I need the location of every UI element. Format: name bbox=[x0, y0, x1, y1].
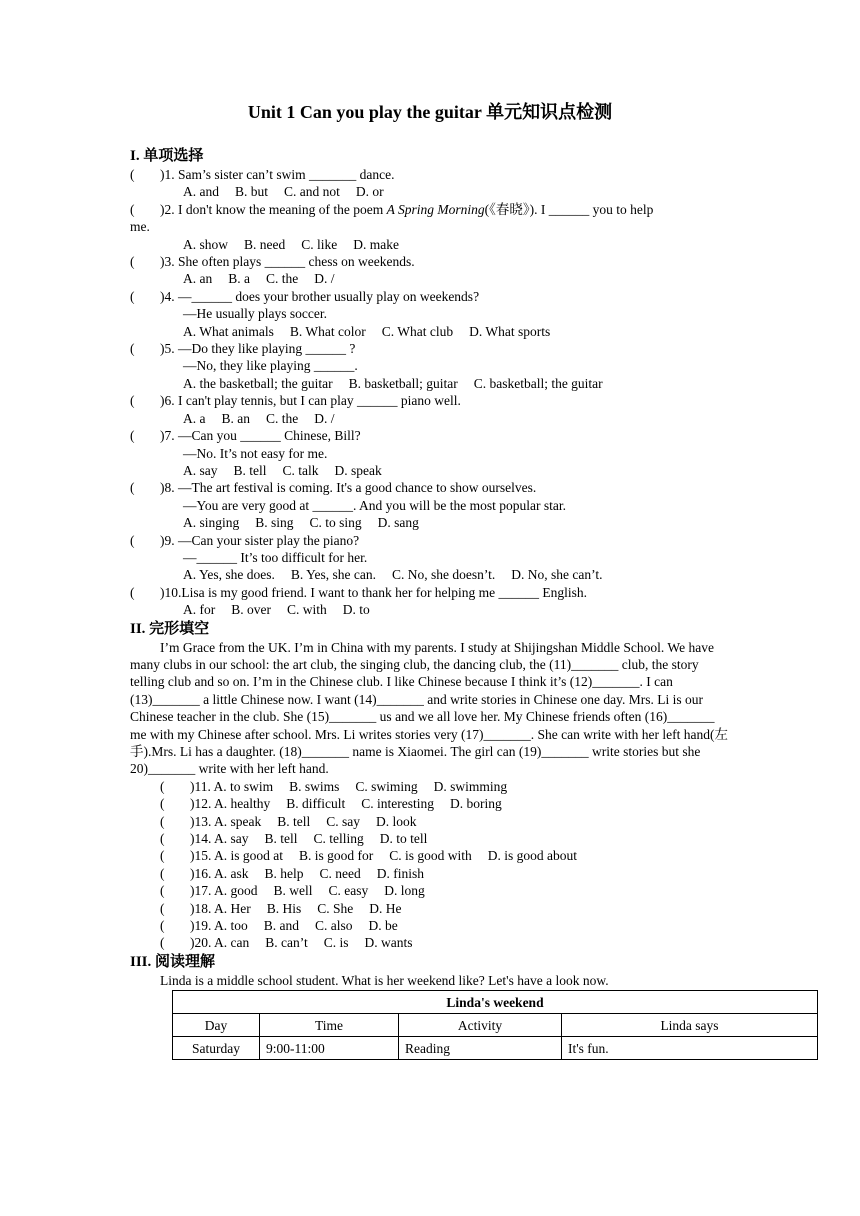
answer-option[interactable]: )16. A. ask bbox=[190, 865, 249, 881]
answer-option[interactable]: B. His bbox=[266, 900, 302, 916]
answer-bracket[interactable]: ( bbox=[160, 848, 165, 864]
question-text-main: )9. —Can your sister play the piano? bbox=[160, 532, 360, 548]
answer-option[interactable]: D. or bbox=[355, 184, 384, 200]
answer-option[interactable]: D. / bbox=[314, 271, 335, 287]
answer-bracket[interactable]: ( bbox=[130, 167, 135, 182]
question-item bbox=[130, 427, 730, 479]
question-stem bbox=[130, 340, 730, 357]
answer-option[interactable]: A. the basketball; the guitar bbox=[183, 375, 333, 391]
answer-option[interactable]: B. tell bbox=[277, 813, 311, 829]
answer-option[interactable]: )15. A. is good at bbox=[190, 848, 283, 864]
answer-bracket[interactable]: ( bbox=[160, 778, 165, 794]
question-stem bbox=[130, 532, 730, 549]
question-stem bbox=[130, 253, 730, 270]
answer-option[interactable]: )19. A. too bbox=[190, 918, 248, 934]
cloze-item bbox=[160, 847, 730, 864]
answer-option[interactable]: D. long bbox=[384, 883, 425, 899]
answer-option[interactable]: A. for bbox=[183, 602, 216, 618]
answer-option[interactable]: D. No, she can’t. bbox=[511, 567, 603, 583]
answer-option[interactable]: )20. A. can bbox=[190, 935, 250, 951]
question-item bbox=[130, 584, 730, 619]
answer-option[interactable]: B. can’t bbox=[265, 935, 308, 951]
answer-option[interactable]: C. telling bbox=[313, 831, 364, 847]
answer-option[interactable]: C. is bbox=[323, 935, 349, 951]
answer-option[interactable]: C. also bbox=[315, 918, 353, 934]
section-heading-cloze: II. 完形填空 bbox=[130, 620, 210, 637]
answer-option[interactable]: C. talk bbox=[282, 462, 319, 478]
cloze-item bbox=[160, 934, 730, 951]
question-stem bbox=[130, 427, 730, 444]
cloze-passage: I’m Grace from the UK. I’m in China with my parents. I study at Shijingshan Middle School. We have many clubs in our school: the art club, the singing club, the dancing club, the (11)_______ club, the story telling club and so on. I’m in the Chinese club. I like Chinese because I think it’s (12)_______. I can (13)_______ a little Chinese now. I want (14)_______ and write stories in Chinese one day. Mrs. Li is our Chinese teacher in the club. She (15)_______ us and we all love her. My Chinese friends often (16)_______ me with my Chinese after school. Mrs. Li writes stories very (17)_______. She can write with her left hand(左手).Mrs. Li has a daughter. (18)_______ name is Xiaomei. The girl can (19)_______ write stories but she 20)_______ write with her left hand. bbox=[130, 639, 728, 777]
question-text-main: )7. —Can you ______ Chinese, Bill? bbox=[160, 428, 361, 444]
question-text-main: )2. I don't know the meaning of the poem bbox=[160, 201, 387, 217]
cloze-options bbox=[190, 865, 440, 882]
answer-option[interactable]: D. boring bbox=[450, 796, 502, 812]
answer-option[interactable]: )18. A. Her bbox=[190, 900, 251, 916]
question-text-main: )5. —Do they like playing ______ ? bbox=[160, 341, 356, 357]
answer-option[interactable]: C. and not bbox=[284, 184, 340, 200]
dialogue-reply: —He usually plays soccer. bbox=[183, 306, 327, 322]
answer-bracket[interactable]: ( bbox=[130, 584, 135, 600]
answer-option[interactable]: B. swims bbox=[289, 778, 340, 794]
answer-option[interactable]: )17. A. good bbox=[190, 883, 258, 899]
answer-option[interactable]: B. help bbox=[264, 865, 304, 881]
answer-option[interactable]: B. but bbox=[235, 184, 269, 200]
answer-option[interactable]: C. say bbox=[326, 813, 360, 829]
poem-title: A Spring Morning bbox=[386, 201, 485, 217]
question-text bbox=[160, 392, 461, 409]
answer-option[interactable]: D. be bbox=[368, 918, 398, 934]
question-text-main: )8. —The art festival is coming. It's a good chance to show ourselves. bbox=[160, 480, 537, 496]
answer-option[interactable]: C. What club bbox=[381, 323, 454, 339]
answer-option[interactable]: B. need bbox=[244, 236, 286, 252]
answer-bracket[interactable]: ( bbox=[130, 341, 135, 357]
question-text bbox=[160, 584, 587, 601]
answer-option[interactable]: )14. A. say bbox=[190, 831, 249, 847]
table-header-row bbox=[173, 1014, 818, 1037]
answer-option[interactable]: B. basketball; guitar bbox=[348, 375, 458, 391]
question-text bbox=[160, 479, 536, 496]
answer-option[interactable]: B. sing bbox=[255, 515, 294, 531]
answer-option[interactable]: C. swiming bbox=[355, 778, 418, 794]
worksheet-page bbox=[130, 100, 730, 1060]
answer-option[interactable]: D. sang bbox=[377, 515, 419, 531]
answer-bracket[interactable]: ( bbox=[130, 201, 135, 217]
answer-option[interactable]: A. say bbox=[183, 462, 218, 478]
question-stem bbox=[130, 288, 730, 305]
answer-option[interactable]: B. tell bbox=[233, 462, 267, 478]
question-item bbox=[130, 479, 730, 531]
question-continuation: me. bbox=[130, 219, 150, 235]
dialogue-reply: —______ It’s too difficult for her. bbox=[183, 549, 368, 565]
question-item bbox=[130, 166, 730, 201]
cloze-options bbox=[190, 813, 433, 830]
cloze-options bbox=[190, 934, 429, 951]
question-text-main: )3. She often plays ______ chess on weekends. bbox=[160, 254, 415, 270]
answer-bracket[interactable]: ( bbox=[130, 393, 135, 409]
cloze-item bbox=[160, 830, 730, 847]
dialogue-reply: —No. It’s not easy for me. bbox=[183, 445, 328, 461]
answer-option[interactable]: B. a bbox=[228, 271, 250, 287]
answer-bracket[interactable]: ( bbox=[160, 935, 165, 951]
question-item bbox=[130, 532, 730, 584]
answer-bracket[interactable]: ( bbox=[130, 288, 135, 304]
answer-option[interactable]: C. basketball; the guitar bbox=[473, 375, 603, 391]
answer-bracket[interactable]: ( bbox=[160, 813, 165, 829]
question-text-main: )10.Lisa is my good friend. I want to thank her for helping me ______ English. bbox=[160, 584, 588, 600]
options-row bbox=[130, 375, 730, 392]
options-row bbox=[130, 566, 730, 583]
options-row bbox=[130, 323, 730, 340]
answer-option[interactable]: B. and bbox=[263, 918, 300, 934]
answer-option[interactable]: D. to tell bbox=[379, 831, 428, 847]
options-row bbox=[130, 514, 730, 531]
question-text bbox=[160, 253, 415, 270]
table-row bbox=[173, 1037, 818, 1060]
table-cell: Saturday bbox=[173, 1037, 260, 1060]
cloze-item bbox=[160, 778, 730, 795]
answer-option[interactable]: C. need bbox=[319, 865, 361, 881]
question-item bbox=[130, 201, 730, 253]
answer-option[interactable]: A. singing bbox=[183, 515, 240, 531]
answer-option[interactable]: C. easy bbox=[328, 883, 369, 899]
answer-option[interactable]: D. to bbox=[342, 602, 370, 618]
cloze-item bbox=[160, 865, 730, 882]
answer-bracket[interactable]: ( bbox=[130, 480, 135, 496]
answer-option[interactable]: D. look bbox=[376, 813, 417, 829]
question-item bbox=[130, 392, 730, 427]
answer-bracket[interactable]: ( bbox=[160, 918, 165, 934]
question-stem bbox=[130, 166, 730, 183]
cloze-options bbox=[190, 830, 443, 847]
table-header: Day bbox=[173, 1014, 260, 1037]
answer-option[interactable]: A. Yes, she does. bbox=[183, 567, 275, 583]
answer-option[interactable]: D. / bbox=[314, 410, 335, 426]
answer-option[interactable]: D. swimming bbox=[433, 778, 508, 794]
section-heading-reading: III. 阅读理解 bbox=[130, 953, 216, 970]
question-text bbox=[160, 201, 653, 218]
cloze-options bbox=[190, 917, 414, 934]
section-heading-multiple-choice: I. 单项选择 bbox=[130, 148, 204, 164]
cloze-options bbox=[190, 795, 518, 812]
answer-option[interactable]: B. What color bbox=[289, 323, 366, 339]
answer-option[interactable]: A. show bbox=[183, 236, 229, 252]
options-row bbox=[130, 270, 730, 287]
answer-option[interactable]: C. to sing bbox=[309, 515, 362, 531]
options-row bbox=[130, 410, 730, 427]
answer-option[interactable]: C. with bbox=[287, 602, 327, 618]
answer-option[interactable]: C. like bbox=[301, 236, 338, 252]
answer-option[interactable]: )13. A. speak bbox=[190, 813, 262, 829]
answer-option[interactable]: B. over bbox=[231, 602, 271, 618]
cloze-options bbox=[190, 847, 593, 864]
question-text bbox=[160, 288, 479, 305]
question-text bbox=[160, 532, 359, 549]
answer-bracket[interactable]: ( bbox=[160, 883, 165, 899]
table-caption: Linda's weekend bbox=[173, 991, 818, 1014]
answer-option[interactable]: C. the bbox=[266, 410, 299, 426]
answer-option[interactable]: )12. A. healthy bbox=[190, 796, 271, 812]
answer-option[interactable]: D. make bbox=[353, 236, 399, 252]
question-stem bbox=[130, 201, 730, 218]
answer-option[interactable]: C. the bbox=[266, 271, 299, 287]
options-row bbox=[130, 462, 730, 479]
answer-option[interactable]: C. No, she doesn’t. bbox=[392, 567, 496, 583]
question-text bbox=[160, 427, 361, 444]
question-text bbox=[160, 166, 394, 183]
table-cell: 9:00-11:00 bbox=[260, 1037, 399, 1060]
answer-option[interactable]: C. interesting bbox=[361, 796, 434, 812]
dialogue-reply: —You are very good at ______. And you will be the most popular star. bbox=[183, 497, 566, 513]
question-text-after: (《春晓》). I ______ you to help bbox=[484, 201, 654, 217]
page-title: Unit 1 Can you play the guitar 单元知识点检测 bbox=[247, 102, 613, 122]
answer-bracket[interactable]: ( bbox=[130, 254, 135, 270]
table-cell: Reading bbox=[399, 1037, 562, 1060]
question-item bbox=[130, 288, 730, 340]
question-item bbox=[130, 253, 730, 288]
answer-bracket[interactable]: ( bbox=[160, 900, 165, 916]
answer-option[interactable]: D. finish bbox=[376, 865, 424, 881]
answer-option[interactable]: B. an bbox=[221, 410, 250, 426]
answer-option[interactable]: B. difficult bbox=[286, 796, 346, 812]
answer-option[interactable]: D. What sports bbox=[469, 323, 551, 339]
answer-option[interactable]: D. wants bbox=[364, 935, 413, 951]
weekend-table bbox=[172, 990, 818, 1060]
dialogue-reply: —No, they like playing ______. bbox=[183, 358, 358, 374]
cloze-item bbox=[160, 900, 730, 917]
answer-option[interactable]: A. and bbox=[183, 184, 219, 200]
reading-intro: Linda is a middle school student. What is her weekend like? Let's have a look now. bbox=[160, 972, 609, 988]
cloze-options-list bbox=[130, 778, 730, 952]
cloze-item bbox=[160, 813, 730, 830]
answer-option[interactable]: A. What animals bbox=[183, 323, 274, 339]
answer-option[interactable]: D. is good about bbox=[487, 848, 578, 864]
cloze-options bbox=[190, 778, 523, 795]
answer-bracket[interactable]: ( bbox=[160, 796, 165, 812]
answer-bracket[interactable]: ( bbox=[160, 865, 165, 881]
question-item bbox=[130, 340, 730, 392]
cloze-item bbox=[160, 882, 730, 899]
question-text-main: )1. Sam’s sister can’t swim _______ dance. bbox=[160, 167, 395, 182]
answer-option[interactable]: B. well bbox=[273, 883, 313, 899]
answer-option[interactable]: B. tell bbox=[264, 831, 298, 847]
answer-option[interactable]: C. is good with bbox=[389, 848, 472, 864]
options-row bbox=[130, 601, 730, 618]
options-row bbox=[130, 236, 730, 253]
question-stem bbox=[130, 584, 730, 601]
answer-option[interactable]: A. a bbox=[183, 410, 206, 426]
question-text-main: )4. —______ does your brother usually play on weekends? bbox=[160, 288, 480, 304]
cloze-item bbox=[160, 917, 730, 934]
answer-option[interactable]: C. She bbox=[317, 900, 354, 916]
table-cell: It's fun. bbox=[562, 1037, 818, 1060]
table-header: Time bbox=[260, 1014, 399, 1037]
cloze-options bbox=[190, 900, 418, 917]
question-stem bbox=[130, 392, 730, 409]
answer-option[interactable]: B. Yes, she can. bbox=[290, 567, 377, 583]
multiple-choice-list bbox=[130, 166, 730, 619]
table-header: Linda says bbox=[562, 1014, 818, 1037]
question-text bbox=[160, 340, 355, 357]
answer-option[interactable]: A. an bbox=[183, 271, 213, 287]
question-stem bbox=[130, 479, 730, 496]
answer-option[interactable]: D. He bbox=[369, 900, 402, 916]
answer-option[interactable]: )11. A. to swim bbox=[190, 778, 274, 794]
answer-option[interactable]: D. speak bbox=[334, 462, 382, 478]
table-header: Activity bbox=[399, 1014, 562, 1037]
answer-bracket[interactable]: ( bbox=[130, 532, 135, 548]
answer-bracket[interactable]: ( bbox=[130, 428, 135, 444]
cloze-options bbox=[190, 882, 441, 899]
cloze-item bbox=[160, 795, 730, 812]
question-text-main: )6. I can't play tennis, but I can play ______ piano well. bbox=[160, 393, 461, 409]
answer-bracket[interactable]: ( bbox=[160, 831, 165, 847]
options-row bbox=[130, 183, 730, 200]
answer-option[interactable]: B. is good for bbox=[299, 848, 374, 864]
